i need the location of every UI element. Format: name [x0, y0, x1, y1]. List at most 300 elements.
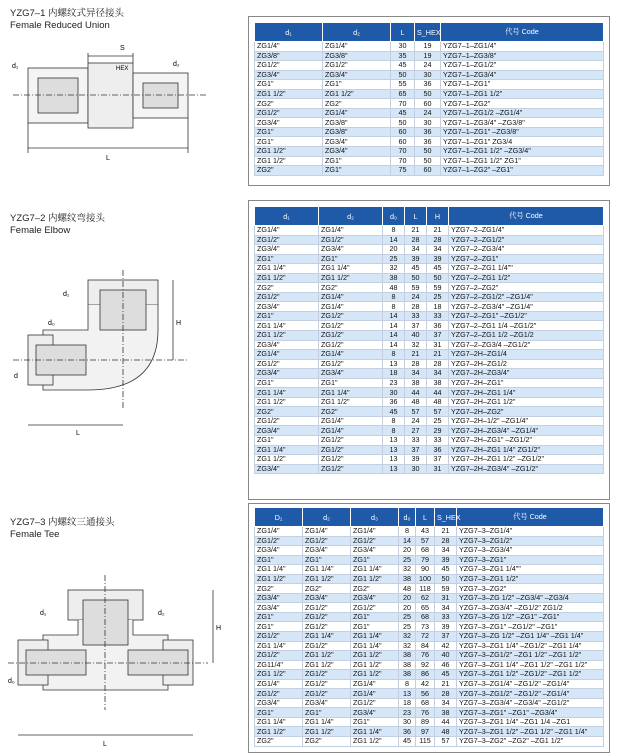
- table-cell: 37: [427, 455, 449, 465]
- label-d1: d₁: [63, 291, 70, 298]
- table-cell: 29: [427, 426, 449, 436]
- table-cell: 39: [427, 254, 449, 264]
- table-cell: YZG7–2H–ZG1/4: [449, 350, 604, 360]
- table-cell: 115: [416, 737, 435, 747]
- table-cell: YZG7–3–ZG 1/2" –ZG1" –ZG1": [457, 612, 604, 622]
- table-cell: 32: [399, 632, 416, 642]
- table-cell: 25: [399, 612, 416, 622]
- table-cell: 36: [415, 127, 441, 137]
- table-cell: 48: [427, 397, 449, 407]
- table-cell: 8: [383, 350, 405, 360]
- table-row: [255, 359, 604, 369]
- table-cell: ZG3/4": [303, 698, 351, 708]
- table-cell: 68: [416, 546, 435, 556]
- table-cell: 65: [416, 603, 435, 613]
- table-cell: ZG1 1/2": [255, 397, 319, 407]
- table-cell: YZG7–2H–ZG1 1/4" ZG1/2": [449, 445, 604, 455]
- table-cell: ZG1": [255, 254, 319, 264]
- table-cell: ZG3/4": [255, 698, 303, 708]
- table-cell: YZG7–3–ZG1/2" –ZG1/2" –ZG1/4": [457, 689, 604, 699]
- table-cell: 30: [391, 42, 415, 52]
- table-cell: ZG1 1/2": [323, 89, 391, 99]
- table-row: [255, 584, 604, 594]
- table-cell: ZG2": [255, 407, 319, 417]
- table-cell: YZG7–1–ZG2" –ZG1": [441, 166, 604, 176]
- table-row: [255, 70, 604, 80]
- table-cell: YZG7–3–ZG 1/2" –ZG3/4" –ZG3/4: [457, 593, 604, 603]
- table-cell: 14: [383, 321, 405, 331]
- table-cell: ZG1 1/2": [351, 670, 399, 680]
- table-cell: YZG7–2–ZG1/2" –ZG1/4": [449, 292, 604, 302]
- table-cell: ZG1/4": [323, 108, 391, 118]
- table-cell: 18: [427, 302, 449, 312]
- table-cell: ZG1/2": [255, 632, 303, 642]
- table-row: [255, 727, 604, 737]
- table-cell: 38: [399, 651, 416, 661]
- table-cell: 76: [416, 651, 435, 661]
- table-cell: YZG7–3–ZG1 1/2": [457, 574, 604, 584]
- table-cell: ZG3/4": [255, 302, 319, 312]
- table-cell: 24: [405, 292, 427, 302]
- table-cell: ZG3/4": [323, 70, 391, 80]
- table-cell: ZG2": [319, 283, 383, 293]
- table-cell: 97: [416, 727, 435, 737]
- table-cell: ZG2": [255, 166, 323, 176]
- table-cell: 21: [427, 350, 449, 360]
- table-cell: YZG7–2H–ZG1 1/4": [449, 388, 604, 398]
- table-cell: 43: [416, 527, 435, 537]
- table-cell: 32: [383, 264, 405, 274]
- table-row: [255, 416, 604, 426]
- table-row: [255, 612, 604, 622]
- table-cell: 8: [383, 426, 405, 436]
- table-cell: ZG1/2": [319, 359, 383, 369]
- table-cell: 34: [435, 698, 457, 708]
- table-row: [255, 369, 604, 379]
- table-row: [255, 108, 604, 118]
- table-row: [255, 350, 604, 360]
- table-cell: ZG2": [255, 584, 303, 594]
- table-row: [255, 388, 604, 398]
- table-cell: ZG1/4": [319, 292, 383, 302]
- table-header-row: [255, 207, 604, 226]
- table-cell: ZG1 1/2": [319, 273, 383, 283]
- column-header: d₃: [351, 508, 399, 527]
- table-cell: ZG1 1/2": [303, 574, 351, 584]
- table-row: [255, 89, 604, 99]
- table-row: [255, 80, 604, 90]
- table-cell: 37: [435, 632, 457, 642]
- table-cell: YZG7–2–ZG1" –ZG1/2": [449, 311, 604, 321]
- table-cell: ZG1/2": [255, 61, 323, 71]
- table-row: [255, 321, 604, 331]
- table-row: [255, 689, 604, 699]
- table-row: [255, 546, 604, 556]
- table-cell: YZG7–2H–ZG3/4" –ZG1/2": [449, 464, 604, 474]
- table-cell: 70: [391, 99, 415, 109]
- table-cell: 50: [391, 70, 415, 80]
- table-cell: ZG1 1/2": [255, 670, 303, 680]
- table-cell: 50: [415, 156, 441, 166]
- table-cell: 60: [391, 137, 415, 147]
- table-cell: 8: [383, 302, 405, 312]
- table-cell: YZG7–2–ZG1 1/2": [449, 273, 604, 283]
- table-cell: YZG7–2H–ZG1" –ZG1/2": [449, 436, 604, 446]
- table-cell: ZG1 1/2": [351, 574, 399, 584]
- table-row: [255, 593, 604, 603]
- table-cell: YZG7–2–ZG3/4": [449, 245, 604, 255]
- column-header: d₁: [255, 207, 319, 226]
- reduced-union-drawing: [8, 38, 238, 188]
- table-cell: 38: [405, 378, 427, 388]
- table-cell: YZG7–3–ZG1 1/2" –ZG1/2" –ZG1 1/2": [457, 670, 604, 680]
- table-cell: YZG7–2–ZG2": [449, 283, 604, 293]
- table-row: [255, 527, 604, 537]
- table-cell: ZG1/4": [319, 416, 383, 426]
- table-cell: ZG3/8": [323, 127, 391, 137]
- table-cell: ZG1": [323, 156, 391, 166]
- table-cell: ZG1 1/2": [351, 737, 399, 747]
- table-cell: 44: [427, 388, 449, 398]
- table-cell: ZG1/2": [351, 603, 399, 613]
- table-cell: ZG1": [255, 555, 303, 565]
- table-cell: 13: [383, 455, 405, 465]
- table-cell: ZG1 1/4": [255, 445, 319, 455]
- spec-table-female-tee: [254, 507, 604, 747]
- table-cell: 57: [435, 737, 457, 747]
- table-cell: 60: [391, 127, 415, 137]
- table-cell: 14: [399, 536, 416, 546]
- table-cell: ZG1 1/4": [319, 264, 383, 274]
- table-cell: 36: [415, 80, 441, 90]
- table-cell: 38: [383, 273, 405, 283]
- table-cell: ZG1 1/4": [255, 264, 319, 274]
- spec-table-female-elbow: [254, 206, 604, 474]
- table-cell: 28: [405, 359, 427, 369]
- table-cell: ZG1 1/2": [255, 574, 303, 584]
- table-cell: 50: [427, 273, 449, 283]
- table-cell: 75: [391, 166, 415, 176]
- table-row: [255, 166, 604, 176]
- table-cell: ZG3/4": [319, 369, 383, 379]
- table-cell: ZG2": [323, 99, 391, 109]
- table-cell: YZG7–1–ZG1/2 –ZG1/4": [441, 108, 604, 118]
- table-cell: ZG1/2": [303, 670, 351, 680]
- table-row: [255, 42, 604, 52]
- table-cell: 46: [435, 660, 457, 670]
- table-cell: 38: [399, 660, 416, 670]
- table-cell: ZG3/4": [255, 426, 319, 436]
- table-cell: YZG7–2H–ZG1 1/2": [449, 397, 604, 407]
- table-cell: 8: [383, 416, 405, 426]
- table-cell: ZG1 1/4": [319, 388, 383, 398]
- table-cell: ZG2": [255, 99, 323, 109]
- column-header: 代号 Code: [457, 508, 604, 527]
- table-cell: 36: [383, 397, 405, 407]
- table-cell: ZG1 1/2": [255, 89, 323, 99]
- table-cell: YZG7–1–ZG3/8": [441, 51, 604, 61]
- table-cell: ZG3/4": [255, 70, 323, 80]
- table-cell: YZG7–2H–ZG1/2: [449, 359, 604, 369]
- table-cell: 76: [416, 708, 435, 718]
- column-header: L: [416, 508, 435, 527]
- table-cell: 36: [427, 321, 449, 331]
- column-header: S_HEX: [415, 23, 441, 42]
- table-cell: 39: [435, 555, 457, 565]
- column-header: 代号 Code: [449, 207, 604, 226]
- table-row: [255, 632, 604, 642]
- table-cell: ZG1/4": [255, 226, 319, 236]
- table-cell: 24: [415, 61, 441, 71]
- female-tee-drawing: [8, 575, 238, 750]
- table-cell: ZG3/4": [303, 593, 351, 603]
- table-cell: YZG7–2–ZG3/4" –ZG1/4": [449, 302, 604, 312]
- table-cell: ZG1 1/2": [303, 727, 351, 737]
- table-cell: 39: [405, 254, 427, 264]
- table-cell: ZG1/4": [255, 42, 323, 52]
- table-cell: ZG1 1/2": [303, 651, 351, 661]
- table-cell: ZG1": [255, 127, 323, 137]
- table-header-row: [255, 508, 604, 527]
- table-cell: 25: [427, 292, 449, 302]
- table-cell: ZG1/4": [351, 679, 399, 689]
- table-cell: ZG1/4": [255, 350, 319, 360]
- table-cell: ZG1": [351, 555, 399, 565]
- table-cell: ZG1": [255, 436, 319, 446]
- table-cell: 20: [383, 245, 405, 255]
- label-h: H: [216, 625, 222, 632]
- table-cell: ZG1/4": [319, 426, 383, 436]
- table-cell: ZG1/2": [319, 311, 383, 321]
- table-cell: YZG7–1–ZG3/4": [441, 70, 604, 80]
- table-cell: 70: [391, 147, 415, 157]
- table-cell: ZG2": [303, 737, 351, 747]
- table-cell: ZG1": [351, 622, 399, 632]
- table-cell: YZG7–2H–ZG3/4" –ZG1/4": [449, 426, 604, 436]
- table-cell: 30: [405, 464, 427, 474]
- table-cell: ZG2": [255, 737, 303, 747]
- table-cell: 118: [416, 584, 435, 594]
- table-cell: 30: [415, 118, 441, 128]
- table-cell: 13: [399, 689, 416, 699]
- table-cell: 14: [383, 340, 405, 350]
- table-row: [255, 698, 604, 708]
- table-cell: 60: [415, 99, 441, 109]
- table-cell: ZG1 1/4": [303, 565, 351, 575]
- table-cell: 32: [399, 565, 416, 575]
- table-cell: ZG2": [351, 584, 399, 594]
- table-cell: 14: [383, 235, 405, 245]
- table-cell: ZG1 1/2": [319, 397, 383, 407]
- table-cell: ZG11/4": [255, 660, 303, 670]
- table-row: [255, 670, 604, 680]
- table-cell: ZG1": [255, 622, 303, 632]
- table-cell: ZG2": [319, 407, 383, 417]
- table-cell: 40: [435, 651, 457, 661]
- table-cell: 33: [405, 436, 427, 446]
- table-cell: ZG3/4": [255, 340, 319, 350]
- table-cell: YZG7–1–ZG1" –ZG3/8": [441, 127, 604, 137]
- table-cell: 92: [416, 660, 435, 670]
- table-cell: 28: [405, 302, 427, 312]
- table-header-row: [255, 23, 604, 42]
- table-cell: 27: [405, 426, 427, 436]
- table-cell: 36: [427, 445, 449, 455]
- table-cell: 30: [415, 70, 441, 80]
- table-cell: 48: [435, 727, 457, 737]
- table-cell: 45: [435, 565, 457, 575]
- table-cell: 20: [399, 546, 416, 556]
- table-cell: ZG1 1/4": [255, 388, 319, 398]
- table-cell: YZG7–3–ZG3/4" –ZG1/2" ZG1/2: [457, 603, 604, 613]
- table-cell: 38: [435, 708, 457, 718]
- table-cell: ZG1/2": [255, 536, 303, 546]
- table-cell: ZG1 1/2": [255, 455, 319, 465]
- table-cell: ZG1/2": [351, 536, 399, 546]
- table-cell: 19: [415, 42, 441, 52]
- table-cell: YZG7–3–ZG1/4": [457, 527, 604, 537]
- table-cell: ZG1/4": [319, 302, 383, 312]
- table-cell: 48: [383, 283, 405, 293]
- table-row: [255, 245, 604, 255]
- table-cell: 37: [405, 321, 427, 331]
- table-cell: ZG1": [351, 717, 399, 727]
- table-cell: YZG7–1–ZG1/2": [441, 61, 604, 71]
- label-l: L: [103, 741, 107, 748]
- label-d0: d₀: [8, 678, 15, 685]
- table-cell: ZG1/2": [255, 292, 319, 302]
- label-d: d: [14, 373, 18, 380]
- table-cell: 38: [399, 670, 416, 680]
- table-cell: ZG3/8": [323, 118, 391, 128]
- table-cell: ZG1 1/4": [303, 717, 351, 727]
- table-row: [255, 292, 604, 302]
- table-cell: 34: [427, 245, 449, 255]
- table-cell: 50: [405, 273, 427, 283]
- table-cell: 20: [399, 603, 416, 613]
- section-2-subtitle: Female Elbow: [10, 225, 71, 236]
- table-row: [255, 51, 604, 61]
- table-cell: 62: [416, 593, 435, 603]
- column-header: 代号 Code: [441, 23, 604, 42]
- table-cell: ZG1/2": [323, 61, 391, 71]
- column-header: d₂: [323, 23, 391, 42]
- section-3-subtitle: Female Tee: [10, 529, 60, 540]
- table-cell: ZG1/2": [303, 536, 351, 546]
- table-cell: 37: [405, 445, 427, 455]
- table-cell: ZG1/2": [319, 464, 383, 474]
- table-cell: 59: [405, 283, 427, 293]
- table-cell: ZG1": [255, 612, 303, 622]
- table-row: [255, 641, 604, 651]
- table-row: [255, 283, 604, 293]
- table-row: [255, 455, 604, 465]
- table-cell: 45: [435, 670, 457, 680]
- table-row: [255, 397, 604, 407]
- table-cell: 45: [391, 108, 415, 118]
- table-cell: 35: [391, 51, 415, 61]
- table-cell: 59: [427, 283, 449, 293]
- table-cell: 25: [427, 416, 449, 426]
- table-cell: 32: [399, 641, 416, 651]
- table-cell: ZG2": [303, 584, 351, 594]
- table-cell: YZG7–2H–1/2" –ZG1/4": [449, 416, 604, 426]
- table-cell: ZG3/4": [323, 137, 391, 147]
- table-cell: 25: [383, 254, 405, 264]
- table-cell: ZG3/4": [255, 464, 319, 474]
- table-cell: 24: [405, 416, 427, 426]
- table-cell: ZG1/2": [303, 679, 351, 689]
- table-row: [255, 407, 604, 417]
- table-cell: 100: [416, 574, 435, 584]
- table-cell: YZG7–1–ZG1": [441, 80, 604, 90]
- table-cell: 34: [405, 369, 427, 379]
- table-cell: 60: [415, 166, 441, 176]
- table-row: [255, 264, 604, 274]
- table-cell: 31: [427, 464, 449, 474]
- label-h: H: [176, 320, 182, 327]
- table-row: [255, 340, 604, 350]
- table-cell: ZG1/2": [319, 436, 383, 446]
- table-cell: 39: [405, 455, 427, 465]
- table-cell: YZG7–2H–ZG3/4": [449, 369, 604, 379]
- table-cell: YZG7–2–ZG1 1/2 –ZG1/2: [449, 331, 604, 341]
- table-cell: 34: [435, 546, 457, 556]
- table-cell: ZG1 1/2": [255, 727, 303, 737]
- column-header: L: [405, 207, 427, 226]
- table-cell: 20: [399, 593, 416, 603]
- table-cell: 13: [383, 445, 405, 455]
- table-cell: ZG1": [319, 378, 383, 388]
- table-cell: YZG7–3–ZG1 1/2" –ZG1 1/2" –ZG1 1/4": [457, 727, 604, 737]
- table-cell: YZG7–3–ZG1": [457, 555, 604, 565]
- table-row: [255, 302, 604, 312]
- table-cell: 25: [399, 555, 416, 565]
- table-cell: 36: [415, 137, 441, 147]
- column-header: d₀: [399, 508, 416, 527]
- table-cell: 30: [383, 388, 405, 398]
- table-row: [255, 156, 604, 166]
- table-cell: ZG1 1/4": [255, 565, 303, 575]
- table-row: [255, 378, 604, 388]
- table-cell: YZG7–2–ZG1/2": [449, 235, 604, 245]
- table-cell: ZG3/4": [351, 593, 399, 603]
- table-cell: 30: [399, 717, 416, 727]
- table-cell: ZG2": [255, 283, 319, 293]
- table-cell: ZG1 1/2": [255, 147, 323, 157]
- table-cell: ZG3/8": [255, 51, 323, 61]
- table-cell: 44: [405, 388, 427, 398]
- table-cell: 8: [399, 679, 416, 689]
- table-cell: ZG1 1/4": [303, 632, 351, 642]
- table-cell: ZG1/2": [255, 416, 319, 426]
- table-cell: 57: [416, 536, 435, 546]
- table-cell: 21: [405, 350, 427, 360]
- table-cell: ZG1": [255, 137, 323, 147]
- section-1-title: YZG7–1 内螺纹式异径接头: [10, 8, 125, 19]
- table-cell: ZG1": [319, 254, 383, 264]
- table-row: [255, 622, 604, 632]
- table-cell: 23: [383, 378, 405, 388]
- table-row: [255, 331, 604, 341]
- table-cell: 45: [399, 737, 416, 747]
- table-row: [255, 717, 604, 727]
- table-row: [255, 574, 604, 584]
- table-cell: ZG1": [255, 311, 319, 321]
- table-cell: YZG7–3–ZG1" –ZG1/2" –ZG1": [457, 622, 604, 632]
- table-cell: ZG1 1/4": [255, 321, 319, 331]
- table-cell: 38: [427, 378, 449, 388]
